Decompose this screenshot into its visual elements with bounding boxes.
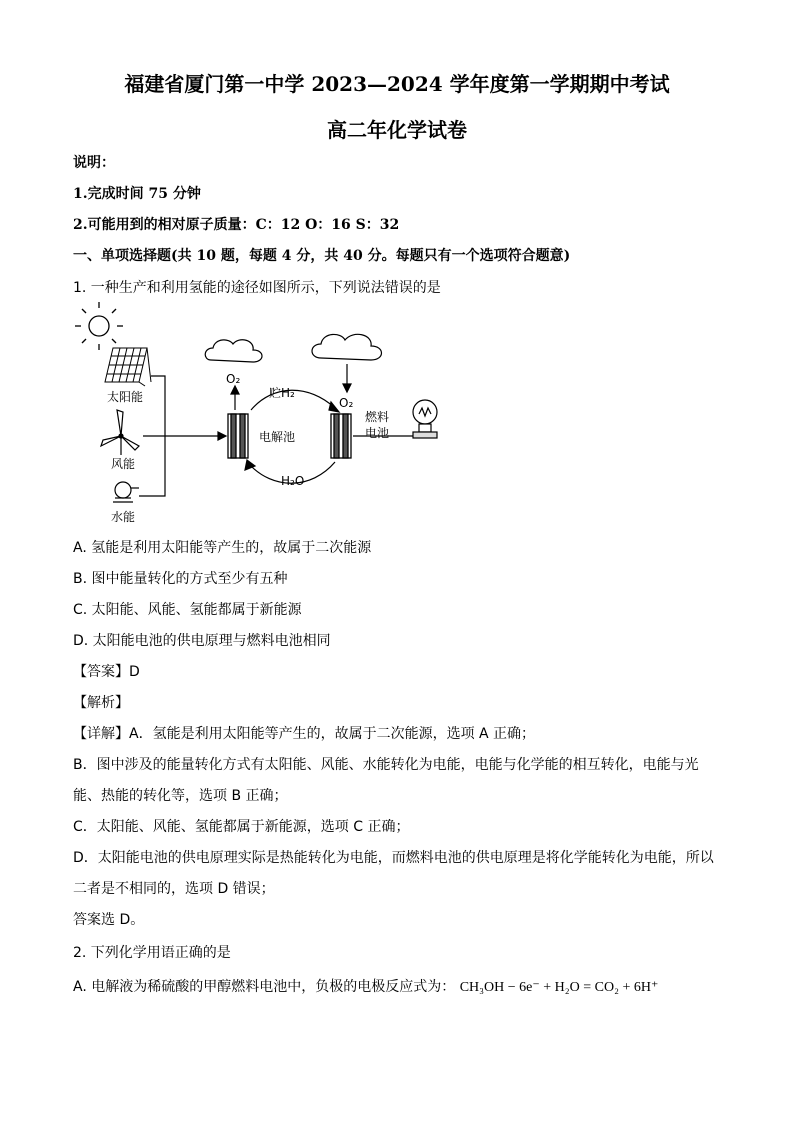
oxygen-right-label: O₂: [339, 396, 354, 410]
detail-c-line: C．太阳能、风能、氢能都属于新能源，选项 C 正确；: [73, 819, 410, 835]
wind-energy-label: 风能: [111, 457, 136, 471]
sun-icon: [75, 302, 123, 350]
solar-panel-icon: [105, 348, 151, 386]
notes-item-atomic-mass: 2.可能用到的相对原子质量：C：12 O：16 S：32: [73, 217, 400, 233]
electrolysis-cell-icon: [228, 414, 248, 458]
detail-d-line2: 二者是不相同的，选项 D 错误；: [73, 881, 275, 897]
question-2-option-a: [73, 976, 658, 996]
notes-heading: 说明：: [73, 155, 115, 171]
cloud-left-icon: [205, 340, 262, 362]
oxygen-left-label: O₂: [226, 372, 241, 386]
water-energy-label: 水能: [111, 510, 136, 524]
notes-item-time: 1.完成时间 75 分钟: [73, 186, 201, 202]
section-heading: 一、单项选择题(共 10 题，每题 4 分，共 40 分。每题只有一个选项符合题意): [73, 248, 571, 264]
fuel-cell-label-line2: 电池: [365, 426, 390, 440]
water-label: H₂O: [281, 474, 305, 488]
hydrogen-storage-arrow: [251, 390, 339, 412]
question-1-option-a: A. 氢能是利用太阳能等产生的，故属于二次能源: [73, 540, 372, 556]
question-1-option-d: D. 太阳能电池的供电原理与燃料电池相同: [73, 633, 331, 649]
detail-b-line2: 能、热能的转化等，选项 B 正确；: [73, 788, 288, 804]
solar-energy-label: 太阳能: [107, 390, 144, 404]
question-2-option-a-formula: CH₃OH − 6e⁻ + H₂O = CO₂ + 6H⁺: [459, 980, 659, 995]
detail-b-line1: B．图中涉及的能量转化方式有太阳能、风能、水能转化为电能，电能与化学能的相互转化，电能与光: [73, 757, 699, 773]
cloud-right-icon: [312, 334, 382, 360]
wind-turbine-icon: [101, 410, 139, 455]
question-1-stem: 1. 一种生产和利用氢能的途径如图所示，下列说法错误的是: [73, 280, 441, 296]
question-1-option-b: B. 图中能量转化的方式至少有五种: [73, 571, 288, 587]
detail-label: 【详解】: [73, 726, 129, 742]
store-hydrogen-label: 贮H₂: [269, 386, 295, 400]
answer-value: D: [129, 664, 140, 680]
exam-subtitle: 高二年化学试卷: [327, 118, 467, 142]
analysis-label: 【解析】: [73, 695, 129, 711]
oxygen-supply-arrow: [343, 364, 351, 392]
detail-d-line1: D．太阳能电池的供电原理实际是热能转化为电能，而燃料电池的供电原理是将化学能转化为电能，所以: [73, 850, 714, 866]
detail-a-line: [73, 723, 535, 743]
question-1-option-c: C. 太阳能、风能、氢能都属于新能源: [73, 602, 302, 618]
question-2-option-a-text: A. 电解液为稀硫酸的甲醇燃料电池中，负极的电极反应式为：: [73, 979, 456, 995]
answer-label: 【答案】: [73, 664, 129, 680]
question-1-answer: [73, 661, 140, 681]
detail-a-text: A．氢能是利用太阳能等产生的，故属于二次能源，选项 A 正确；: [129, 726, 536, 742]
electrolysis-cell-label: 电解池: [259, 430, 296, 444]
energy-input-lines: [139, 376, 226, 496]
diagram-drawing: [73, 300, 493, 525]
answer-conclusion: 答案选 D。: [73, 912, 145, 928]
question-2-stem: 2. 下列化学用语正确的是: [73, 945, 231, 961]
oxygen-release-arrow: [231, 386, 239, 410]
hydrogen-energy-diagram: [73, 300, 493, 525]
fuel-cell-label-line1: 燃料: [365, 410, 390, 424]
exam-title: 福建省厦门第一中学 2023—2024 学年度第一学期期中考试: [124, 72, 670, 96]
water-pump-icon: [113, 482, 139, 502]
fuel-cell-icon: [331, 414, 351, 458]
